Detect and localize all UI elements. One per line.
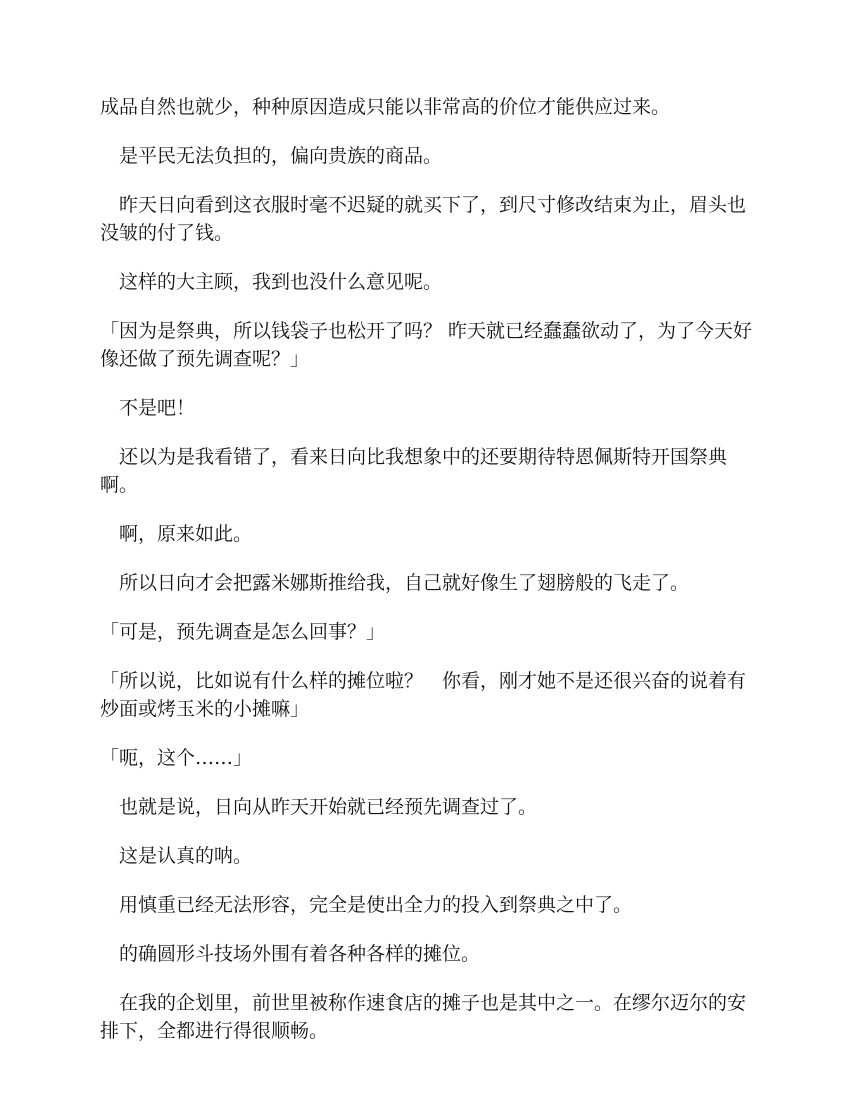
- paragraph: 所以日向才会把露米娜斯推给我，自己就好像生了翅膀般的飞走了。: [100, 572, 690, 594]
- document-page: [100, 93, 760, 1066]
- paragraph: 还以为是我看错了，看来日向比我想象中的还要期待特恩佩斯特开国祭典啊。: [100, 446, 728, 496]
- paragraph: 是平民无法负担的，偏向贵族的商品。: [100, 145, 443, 167]
- paragraph: 不是吧！: [100, 397, 196, 419]
- paragraph: 用慎重已经无法形容，完全是使出全力的投入到祭典之中了。: [100, 894, 633, 916]
- paragraph: 啊，原来如此。: [100, 523, 253, 545]
- paragraph: 「可是，预先调查是怎么回事？」: [100, 621, 386, 643]
- paragraph: 这样的大主顾，我到也没什么意见呢。: [100, 271, 443, 293]
- paragraph: 在我的企划里，前世里被称作速食店的摊子也是其中之一。在缪尔迈尔的安排下，全都进行得很顺畅。: [100, 992, 747, 1042]
- paragraph: 这是认真的呐。: [100, 845, 253, 867]
- paragraph: 「因为是祭典，所以钱袋子也松开了吗？ 昨天就已经蠢蠢欲动了，为了今天好像还做了预先调查呢？」: [100, 320, 753, 370]
- paragraph: 「呃，这个……」: [100, 747, 253, 769]
- paragraph: 也就是说，日向从昨天开始就已经预先调查过了。: [100, 796, 538, 818]
- paragraph: 昨天日向看到这衣服时毫不迟疑的就买下了，到尺寸修改结束为止，眉头也没皱的付了钱。: [100, 194, 747, 244]
- paragraph: 成品自然也就少，种种原因造成只能以非常高的价位才能供应过来。: [100, 96, 671, 118]
- paragraph: 的确圆形斗技场外围有着各种各样的摊位。: [100, 943, 481, 965]
- paragraph: 「所以说，比如说有什么样的摊位啦？ 你看，刚才她不是还很兴奋的说着有炒面或烤玉米的小摊嘛」: [100, 670, 747, 720]
